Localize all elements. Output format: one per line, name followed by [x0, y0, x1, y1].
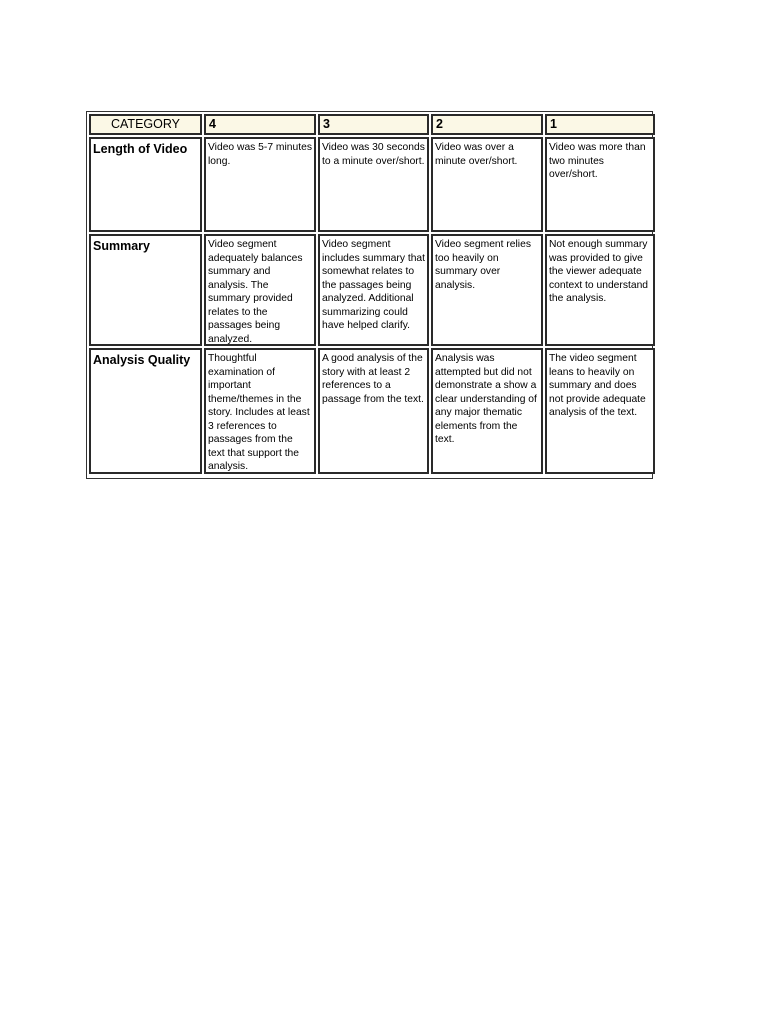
table-cell: Video was over a minute over/short.	[431, 137, 543, 232]
table-cell: Video segment includes summary that somewhat relates to the passages being analyzed. Additional summarizing could have helped clarify.	[318, 234, 429, 346]
table-cell: Video segment adequately balances summary and analysis. The summary provided relates to the passages being analyzed.	[204, 234, 316, 346]
table-cell: Video was more than two minutes over/short.	[545, 137, 655, 232]
header-category: CATEGORY	[89, 114, 202, 135]
header-score-2: 2	[431, 114, 543, 135]
table-cell: A good analysis of the story with at least 2 references to a passage from the text.	[318, 348, 429, 474]
table-cell: The video segment leans to heavily on summary and does not provide adequate analysis of the text.	[545, 348, 655, 474]
row-category-analysis-quality: Analysis Quality	[89, 348, 202, 474]
table-cell: Video was 5-7 minutes long.	[204, 137, 316, 232]
header-score-3: 3	[318, 114, 429, 135]
rubric-table	[86, 111, 653, 479]
table-cell: Video was 30 seconds to a minute over/short.	[318, 137, 429, 232]
row-category-length-of-video: Length of Video	[89, 137, 202, 232]
table-cell: Thoughtful examination of important theme/themes in the story. Includes at least 3 references to passages from the text that support the analysis.	[204, 348, 316, 474]
header-score-1: 1	[545, 114, 655, 135]
header-score-4: 4	[204, 114, 316, 135]
table-cell: Video segment relies too heavily on summary over analysis.	[431, 234, 543, 346]
table-cell: Analysis was attempted but did not demonstrate a show a clear understanding of any major thematic elements from the text.	[431, 348, 543, 474]
rubric-grid	[89, 114, 650, 476]
row-category-summary: Summary	[89, 234, 202, 346]
table-cell: Not enough summary was provided to give the viewer adequate context to understand the analysis.	[545, 234, 655, 346]
